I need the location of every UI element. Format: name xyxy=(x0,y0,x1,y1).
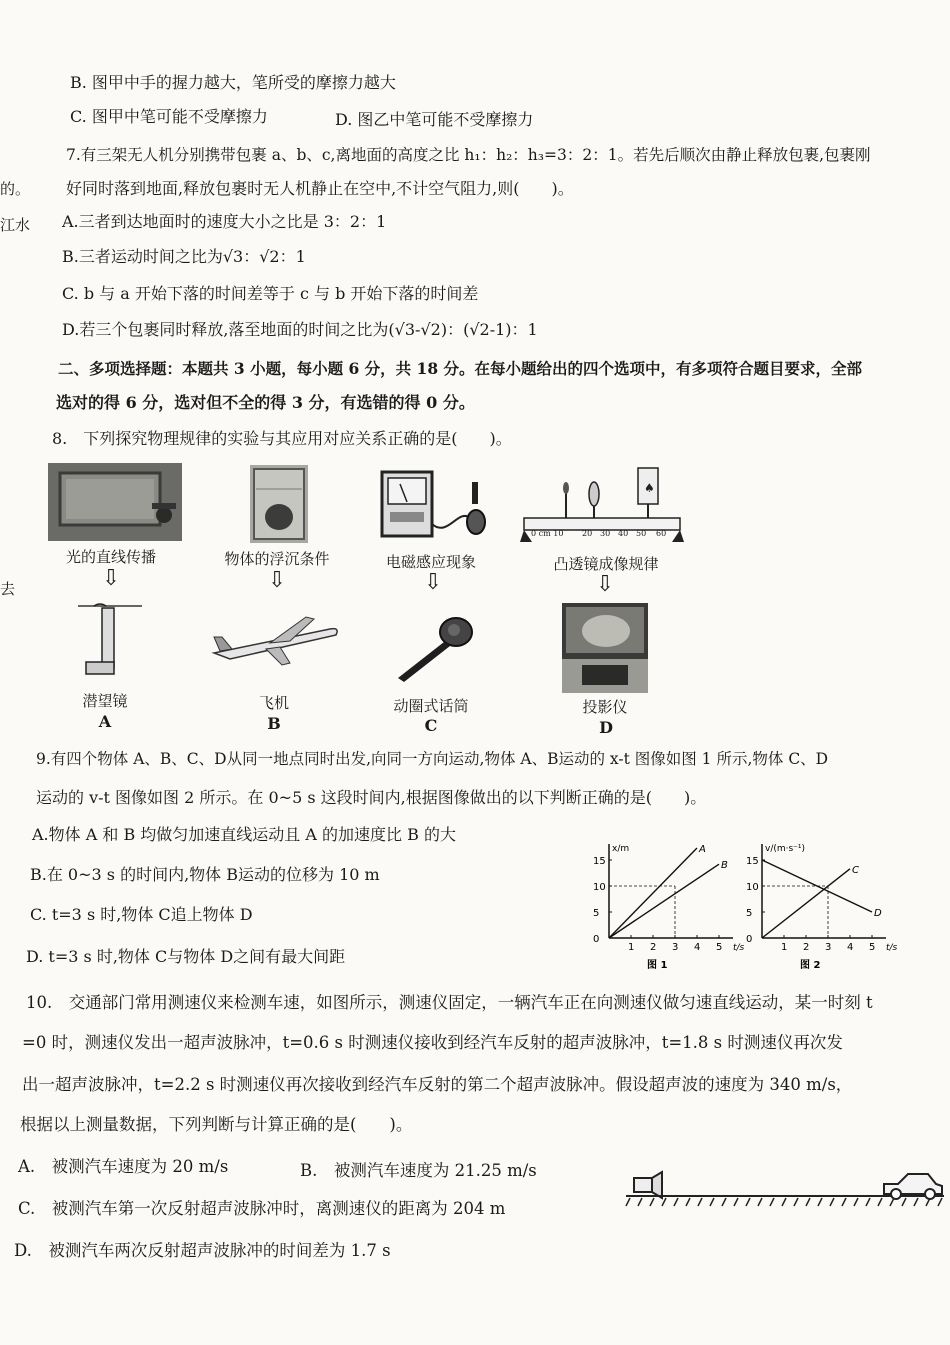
caption-lens-imaging: 凸透镜成像规律 xyxy=(553,555,659,573)
x-axis-label: t/s xyxy=(733,943,745,953)
periscope-drawing xyxy=(74,600,146,682)
caption-buoyancy: 物体的浮沉条件 xyxy=(224,550,330,568)
graph-2-vt xyxy=(738,838,898,978)
speed-detector-diagram xyxy=(622,1168,947,1212)
light-experiment-photo xyxy=(48,463,182,541)
ruler-tick-40: 40 xyxy=(618,529,629,538)
x-tick-label: 2 xyxy=(803,942,810,953)
q9-option-d: D. t=3 s 时,物体 C与物体 D之间有最大间距 xyxy=(26,947,346,966)
y-tick-label: 0 xyxy=(746,934,753,945)
down-arrow-icon: ⇩ xyxy=(423,570,443,595)
x-tick-label: 1 xyxy=(628,942,635,953)
graph-1-xt xyxy=(585,838,745,978)
q10-stem-line3: 出一超声波脉冲，t=2.2 s 时测速仪再次接收到经汽车反射的第二个超声波脉冲。假设超声波的速度为 340 m/s， xyxy=(22,1075,853,1094)
q10-option-c: C. 被测汽车第一次反射超声波脉冲时，离测速仪的距离为 204 m xyxy=(18,1199,506,1218)
q9-option-b: B.在 0~3 s 的时间内,物体 B运动的位移为 10 m xyxy=(30,865,380,884)
caption-airplane: 飞机 xyxy=(258,694,289,712)
y-axis-label: v/(m·s⁻¹) xyxy=(765,844,806,854)
ruler-tick-20: 20 xyxy=(582,529,593,538)
svg-text:♠: ♠ xyxy=(644,481,655,495)
series-label-b: B xyxy=(721,860,728,872)
ruler-tick-60: 60 xyxy=(656,529,667,538)
q9-option-a: A.物体 A 和 B 均做匀加速直线运动且 A 的加速度比 B 的大 xyxy=(32,825,456,844)
series-line-a xyxy=(609,848,697,938)
q7-stem-line1: 7.有三架无人机分别携带包裹 a、b、c,离地面的高度之比 h₁：h₂：h₃=3：2：1。若先后顺次由静止释放包裹,包裹刚 xyxy=(66,146,871,164)
q9-stem-line2: 运动的 v-t 图像如图 2 所示。在 0~5 s 这段时间内,根据图像做出的以下判断正确的是( )。 xyxy=(36,788,707,807)
q6-option-c: C. 图甲中笔可能不受摩擦力 xyxy=(70,107,268,126)
electromagnetic-experiment-drawing xyxy=(378,468,488,548)
graph-caption: 图 1 xyxy=(647,960,668,971)
q10-stem-line4: 根据以上测量数据，下列判断与计算正确的是( )。 xyxy=(20,1115,413,1134)
caption-light-propagation: 光的直线传播 xyxy=(65,548,156,566)
y-axis-label: x/m xyxy=(612,844,630,854)
section2-header-line1: 二、多项选择题：本题共 3 小题，每小题 6 分，共 18 分。在每小题给出的四个选项中，有多项符合题目要求，全部 xyxy=(58,359,863,378)
q9-stem-line1: 9.有四个物体 A、B、C、D从同一地点同时出发,向同一方向运动,物体 A、B运动的 x-t 图像如图 1 所示,物体 C、D xyxy=(36,750,829,768)
x-tick-label: 3 xyxy=(825,942,832,953)
x-tick-label: 5 xyxy=(716,942,723,953)
q10-stem-line1: 10. 交通部门常用测速仪来检测车速，如图所示，测速仪固定，一辆汽车正在向测速仪做匀速直线运动，某一时刻 t xyxy=(26,993,873,1012)
y-tick-label: 15 xyxy=(593,856,606,867)
series-label-d: D xyxy=(874,908,882,919)
caption-projector: 投影仪 xyxy=(582,698,628,716)
margin-fragment-1: 的。 xyxy=(0,180,31,198)
option-label-d: D xyxy=(599,718,613,737)
airplane-drawing xyxy=(210,615,342,667)
ruler-tick-50: 50 xyxy=(636,529,647,538)
margin-fragment-3: 去 xyxy=(0,580,16,598)
option-label-c: C xyxy=(424,716,438,735)
q10-option-a: A. 被测汽车速度为 20 m/s xyxy=(18,1157,229,1176)
q7-option-c: C. b 与 a 开始下落的时间差等于 c 与 b 开始下落的时间差 xyxy=(62,284,479,303)
down-arrow-icon: ⇩ xyxy=(101,566,121,591)
q10-option-b: B. 被测汽车速度为 21.25 m/s xyxy=(300,1161,537,1180)
q7-option-b: B.三者运动时间之比为√3：√2：1 xyxy=(62,247,306,266)
caption-microphone: 动圈式话筒 xyxy=(393,697,469,715)
option-label-a: A xyxy=(98,712,112,731)
q6-option-b: B. 图甲中手的握力越大，笔所受的摩擦力越大 xyxy=(70,73,396,92)
option-label-b: B xyxy=(267,714,281,733)
graph-caption: 图 2 xyxy=(800,960,821,971)
x-tick-label: 5 xyxy=(869,942,876,953)
series-line-b xyxy=(609,864,719,938)
down-arrow-icon: ⇩ xyxy=(595,572,615,597)
y-tick-label: 10 xyxy=(746,882,759,893)
y-tick-label: 5 xyxy=(746,908,753,919)
ruler-tick-0: 0 cm 10 xyxy=(531,529,564,538)
series-label-a: A xyxy=(699,844,706,856)
y-tick-label: 5 xyxy=(593,908,600,919)
series-line-c xyxy=(762,869,850,938)
q10-option-d: D. 被测汽车两次反射超声波脉冲的时间差为 1.7 s xyxy=(14,1241,391,1260)
x-tick-label: 2 xyxy=(650,942,657,953)
q8-stem: 8. 下列探究物理规律的实验与其应用对应关系正确的是( )。 xyxy=(52,429,512,448)
y-tick-label: 0 xyxy=(593,934,600,945)
down-arrow-icon: ⇩ xyxy=(267,568,287,593)
x-tick-label: 3 xyxy=(672,942,679,953)
q7-option-a: A.三者到达地面时的速度大小之比是 3：2：1 xyxy=(62,212,387,231)
microphone-drawing xyxy=(392,614,476,684)
ruler-tick-30: 30 xyxy=(600,529,611,538)
projector-photo xyxy=(562,603,648,693)
q7-stem-line2: 好同时落到地面,释放包裹时无人机静止在空中,不计空气阻力,则( )。 xyxy=(66,179,574,198)
y-tick-label: 15 xyxy=(746,856,759,867)
caption-periscope: 潜望镜 xyxy=(82,692,128,710)
q10-stem-line2: =0 时，测速仪发出一超声波脉冲，t=0.6 s 时测速仪接收到经汽车反射的超声波脉冲，t=1.8 s 时测速仪再次发 xyxy=(22,1033,843,1052)
q9-option-c: C. t=3 s 时,物体 C追上物体 D xyxy=(30,905,253,924)
x-axis-label: t/s xyxy=(886,943,898,953)
x-tick-label: 1 xyxy=(781,942,788,953)
q6-option-d: D. 图乙中笔可能不受摩擦力 xyxy=(335,110,534,129)
x-tick-label: 4 xyxy=(847,942,854,953)
series-label-c: C xyxy=(852,864,859,876)
q7-option-d: D.若三个包裹同时释放,落至地面的时间之比为(√3-√2)：(√2-1)：1 xyxy=(62,320,538,339)
y-tick-label: 10 xyxy=(593,882,606,893)
margin-fragment-2: 江水 xyxy=(0,216,31,234)
buoyancy-experiment-photo xyxy=(250,465,308,543)
section2-header-line2: 选对的得 6 分，选对但不全的得 3 分，有选错的得 0 分。 xyxy=(56,393,475,412)
x-tick-label: 4 xyxy=(694,942,701,953)
caption-em-induction: 电磁感应现象 xyxy=(385,553,476,571)
